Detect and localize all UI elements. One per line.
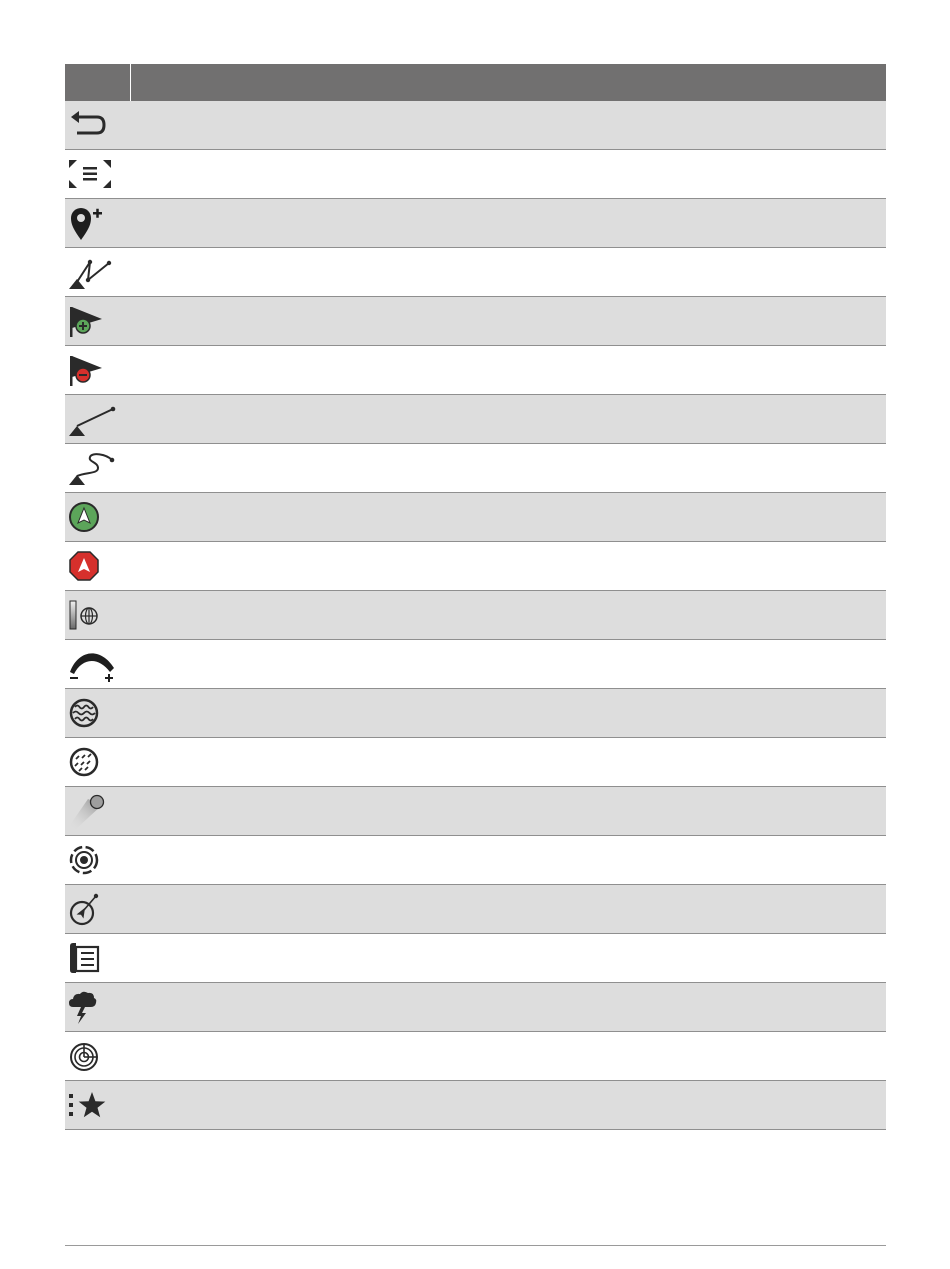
table-row — [65, 885, 886, 934]
table-row — [65, 248, 886, 297]
row-description — [131, 738, 887, 787]
icon-column-header — [65, 64, 131, 101]
row-description — [131, 983, 887, 1032]
table-row — [65, 444, 886, 493]
row-description — [131, 836, 887, 885]
table-row — [65, 1032, 886, 1081]
route-icon — [68, 252, 112, 292]
flag-remove-icon — [68, 350, 108, 390]
globe-dashed-icon — [68, 742, 108, 782]
row-description — [131, 395, 887, 444]
table-row — [65, 395, 886, 444]
icon-reference-table — [65, 64, 886, 1130]
gain-curve-icon — [68, 644, 116, 684]
row-description — [131, 346, 887, 395]
table-row — [65, 542, 886, 591]
shaded-relief-icon — [68, 791, 112, 831]
storm-cloud-icon — [68, 987, 108, 1027]
fullscreen-menu-icon — [68, 154, 112, 194]
table-row — [65, 150, 886, 199]
table-row — [65, 199, 886, 248]
table-row — [65, 591, 886, 640]
flag-add-icon — [68, 301, 108, 341]
table-row — [65, 297, 886, 346]
row-description — [131, 934, 887, 983]
start-navigation-icon — [68, 497, 108, 537]
curved-route-icon — [68, 448, 116, 488]
table-row — [65, 493, 886, 542]
footer-divider — [65, 1245, 886, 1246]
row-description — [131, 1081, 887, 1130]
add-waypoint-icon — [68, 203, 108, 243]
row-description — [131, 689, 887, 738]
scroll-list-icon — [68, 938, 108, 978]
row-description — [131, 640, 887, 689]
row-description — [131, 199, 887, 248]
stop-navigation-icon — [68, 546, 108, 586]
table-row — [65, 787, 886, 836]
row-description — [131, 248, 887, 297]
table-row — [65, 689, 886, 738]
water-globe-icon — [68, 693, 108, 733]
table-row — [65, 1081, 886, 1130]
table-row — [65, 738, 886, 787]
row-description — [131, 885, 887, 934]
table-header-row — [65, 64, 886, 101]
row-description — [131, 101, 887, 150]
target-rings-icon — [68, 840, 108, 880]
chart-layers-icon — [68, 595, 108, 635]
straight-line-route-icon — [68, 399, 116, 439]
row-description — [131, 493, 887, 542]
favorites-star-icon — [68, 1085, 108, 1125]
back-arrow-icon — [68, 105, 108, 145]
row-description — [131, 1032, 887, 1081]
table-row — [65, 346, 886, 395]
compass-pointer-icon — [68, 889, 108, 929]
row-description — [131, 150, 887, 199]
table-row — [65, 640, 886, 689]
table-row — [65, 101, 886, 150]
table-row — [65, 983, 886, 1032]
row-description — [131, 444, 887, 493]
table-row — [65, 836, 886, 885]
row-description — [131, 297, 887, 346]
description-column-header — [131, 64, 887, 101]
radar-icon — [68, 1036, 108, 1076]
row-description — [131, 787, 887, 836]
row-description — [131, 591, 887, 640]
table-row — [65, 934, 886, 983]
row-description — [131, 542, 887, 591]
